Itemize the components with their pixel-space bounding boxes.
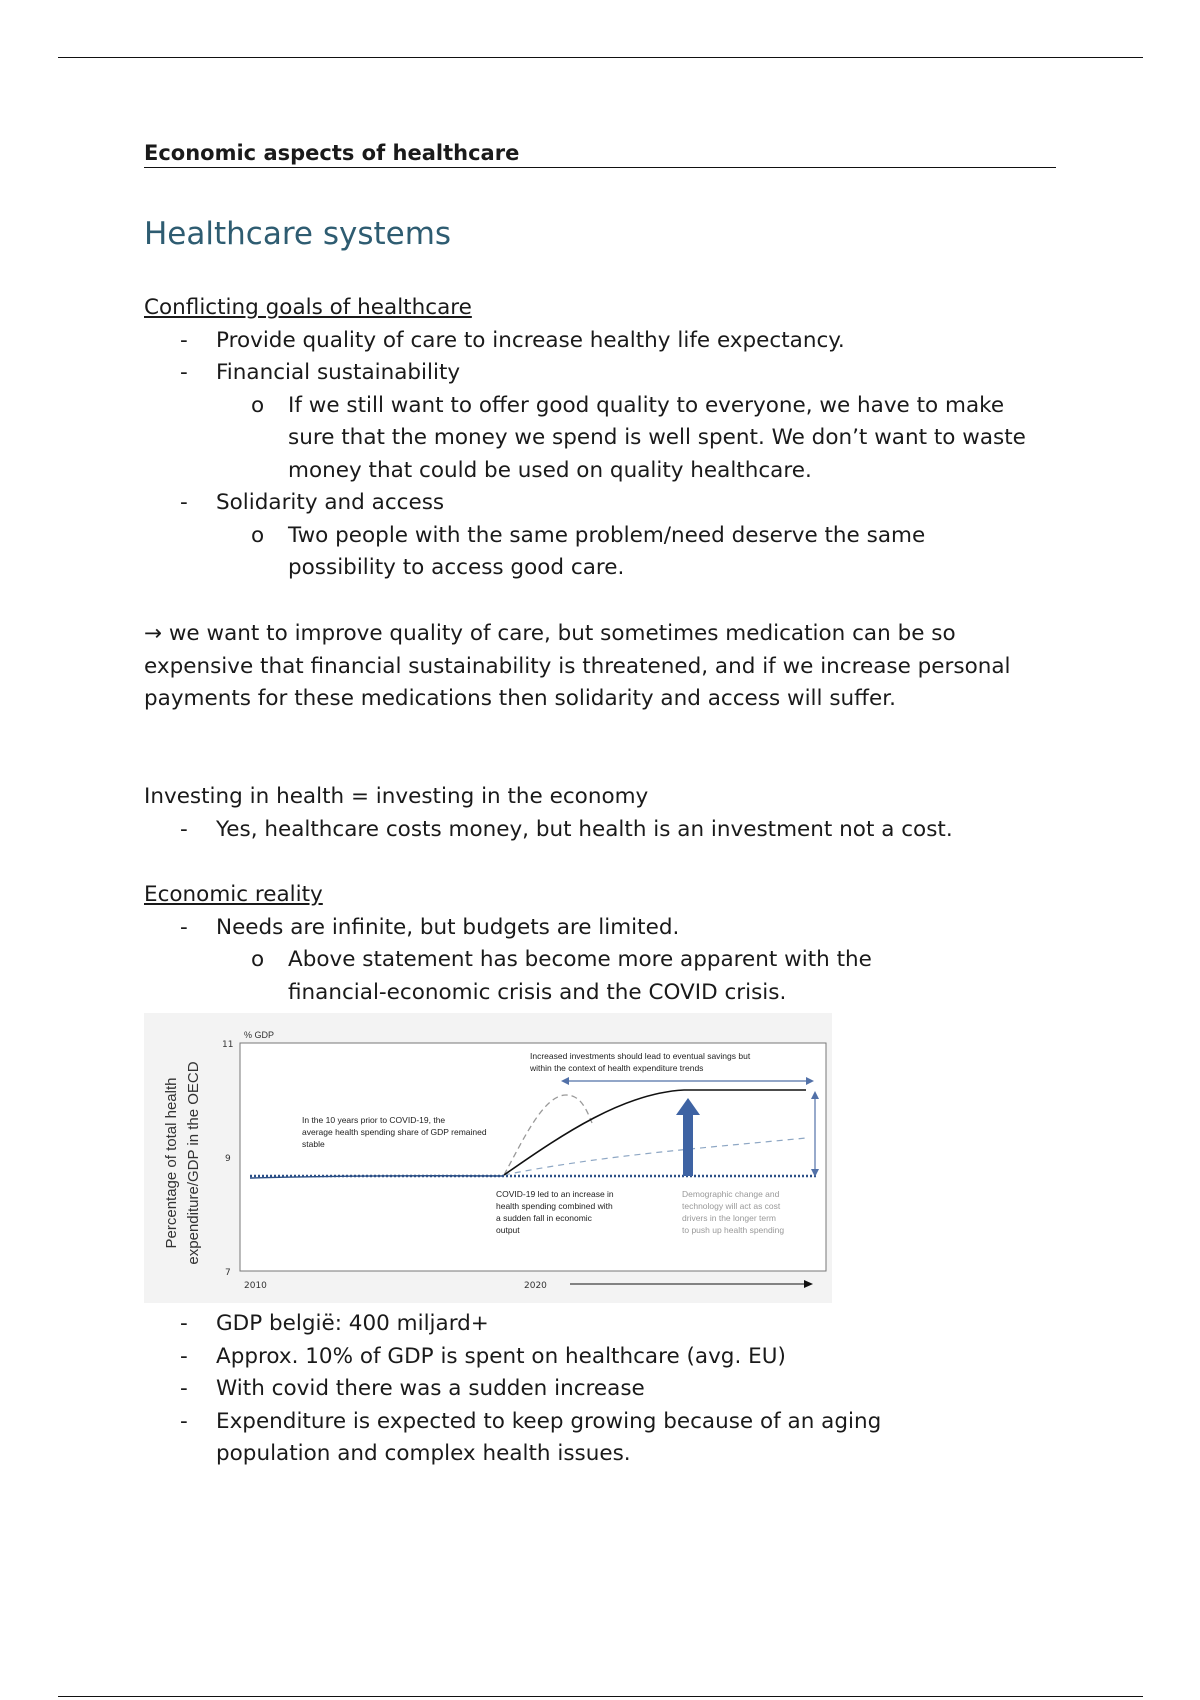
sub-list — [144, 944, 1064, 1009]
conflicting-goals-list — [144, 325, 1064, 585]
header-rule — [58, 57, 1143, 58]
x-tick-label: 2020 — [524, 1281, 547, 1291]
health-expenditure-chart — [144, 1013, 832, 1303]
y-tick-label: 11 — [222, 1040, 234, 1050]
list-item — [144, 912, 1064, 1010]
unit-label: % GDP — [244, 1030, 275, 1040]
conflicting-goals-heading: Conflicting goals of healthcare — [144, 295, 472, 320]
sub-list — [144, 390, 1064, 488]
section-heading: Healthcare systems — [144, 216, 452, 252]
annotation-stable: In the 10 years prior to COVID-19, the average health spending share of GDP remained stable — [302, 1115, 487, 1149]
y-axis-label-line1: Percentage of total health — [163, 1077, 180, 1249]
list-item-text: Solidarity and access — [216, 490, 445, 515]
list-item — [144, 487, 1064, 585]
chart-notes-list — [144, 1308, 1064, 1471]
footer-rule — [58, 1696, 1143, 1697]
y-tick-label: 9 — [225, 1154, 231, 1164]
chart-svg — [144, 1013, 832, 1303]
investing-line: Investing in health = investing in the economy — [144, 784, 649, 809]
y-axis-label-line2: expenditure/GDP in the OECD — [185, 1061, 202, 1265]
list-item: - Approx. 10% of GDP is spent on healthcare (avg. EU) — [144, 1341, 1064, 1374]
arrow-paragraph: → we want to improve quality of care, but sometimes medication can be so expensive that financial sustainability is threatened, and if we increase personal payments for these medications then solidarity and access will suffer. — [144, 621, 1011, 711]
y-tick-label: 7 — [225, 1268, 231, 1278]
economic-reality-heading: Economic reality — [144, 882, 323, 907]
list-item-text: Financial sustainability — [216, 360, 461, 385]
plot-area — [240, 1043, 826, 1271]
annotation-investment: Increased investments should lead to eventual savings but within the context of health expenditure trends — [530, 1051, 751, 1073]
investing-list — [144, 814, 1064, 847]
time-arrow-head — [804, 1280, 813, 1288]
sub-list-item: o Two people with the same problem/need deserve the same possibility to access good care. — [144, 520, 1064, 585]
chart-notes-block — [144, 1308, 1064, 1471]
sub-list-item: o If we still want to offer good quality to everyone, we have to make sure that the money we spend is well spent. We don’t want to waste money that could be used on quality healthcare. — [144, 390, 1064, 488]
list-item: - Expenditure is expected to keep growing because of an aging population and complex health issues. — [144, 1406, 1064, 1471]
economic-reality-block — [144, 879, 1064, 1009]
list-item-text: Provide quality of care to increase healthy life expectancy. — [216, 327, 845, 353]
list-item: - Yes, healthcare costs money, but health is an investment not a cost. — [144, 814, 1064, 847]
x-tick-label: 2010 — [244, 1281, 267, 1291]
conflicting-goals-block — [144, 292, 1064, 585]
investment-bar — [683, 1113, 693, 1176]
document-title: Economic aspects of healthcare — [144, 141, 1056, 168]
list-item — [144, 325, 1064, 358]
sub-list-item: o Above statement has become more apparent with the financial-economic crisis and the COVID crisis. — [144, 944, 1064, 1009]
investing-block — [144, 781, 1064, 846]
list-item: - With covid there was a sudden increase — [144, 1373, 1064, 1406]
list-item-text: Needs are infinite, but budgets are limited. — [216, 914, 680, 940]
y-axis-label — [163, 1061, 202, 1264]
annotation-demographic: Demographic change and technology will act as cost drivers in the longer term to push up health spending — [682, 1189, 785, 1235]
list-item — [144, 357, 1064, 487]
annotation-covid: COVID-19 led to an increase in health spending combined with a sudden fall in economic output — [496, 1189, 614, 1235]
economic-reality-list — [144, 912, 1064, 1010]
sub-list — [144, 520, 1064, 585]
list-item: - GDP belgië: 400 miljard+ — [144, 1308, 1064, 1341]
